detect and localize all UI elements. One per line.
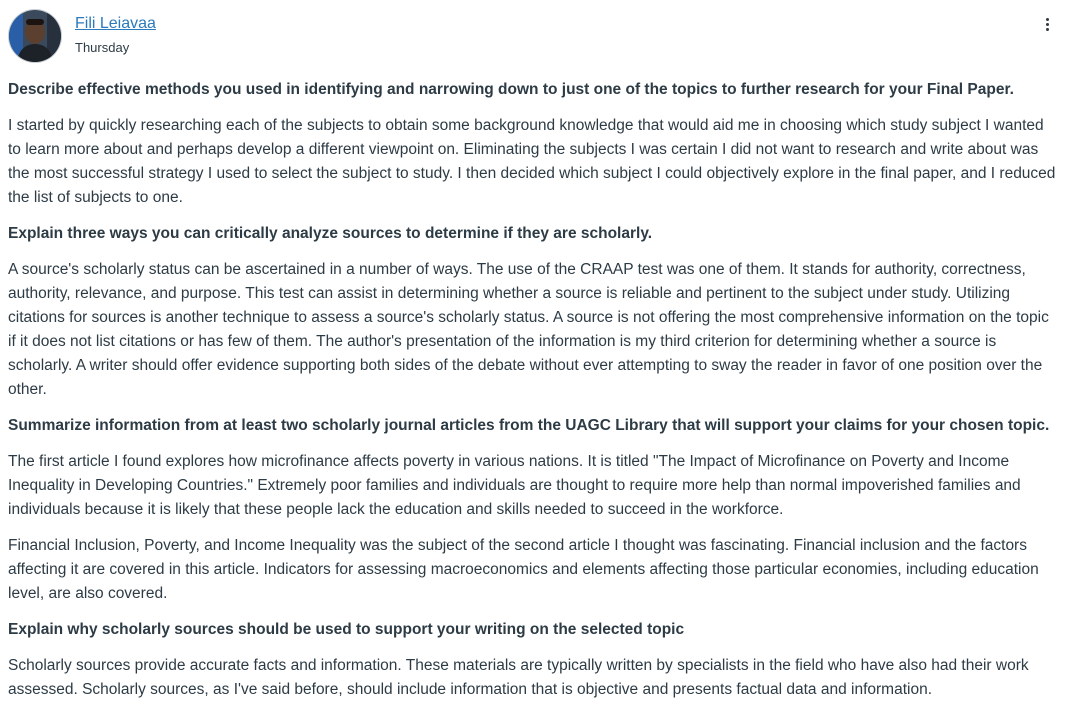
reply-body [8,78,1060,714]
question-4: Explain why scholarly sources should be used to support your writing on the selected topic [8,621,685,638]
kebab-menu-icon[interactable] [1036,12,1060,38]
answer-3-article-2: Financial Inclusion, Poverty, and Income Inequality was the subject of the second article I thought was fascinating. Financial inclusion and the factors affecting it are covered in this article. Indicators for assessing macroeconomics and elements affecting those particular economies, including education level, are also covered. [8,537,1039,602]
answer-4: Scholarly sources provide accurate facts and information. These materials are typically written by specialists in the field who have also had their work assessed. Scholarly sources, as I've said before, should include information that is objective and presents factual data and information. [8,657,1029,698]
author-name-link[interactable]: Fili Leiavaa [75,15,156,32]
question-1: Describe effective methods you used in identifying and narrowing down to just one of the topics to further research for your Final Paper. [8,81,1014,98]
answer-2: A source's scholarly status can be ascertained in a number of ways. The use of the CRAAP test was one of them. It stands for authority, correctness, authority, relevance, and purpose. This test can assist in determining whether a source is reliable and pertinent to the subject under study. Utilizing citations for sources is another technique to assess a source's scholarly status. A source is not offering the most comprehensive information on the topic if it does not list citations or has few of them. The author's presentation of the information is my third criterion for determining whether a source is scholarly. A writer should offer evidence supporting both sides of the debate without ever attempting to sway the reader in favor of one position over the other. [8,261,1049,398]
question-2: Explain three ways you can critically analyze sources to determine if they are scholarly. [8,225,653,242]
answer-3-article-1: The first article I found explores how microfinance affects poverty in various nations. It is titled "The Impact of Microfinance on Poverty and Income Inequality in Developing Countries." Extremely poor families and individuals are thought to require more help than normal impoverished families and individuals because it is likely that these people lack the education and skills needed to succeed in the workforce. [8,453,1021,518]
avatar-photo-icon [9,10,61,62]
question-3: Summarize information from at least two scholarly journal articles from the UAGC Library that will support your claims for your chosen topic. [8,417,1050,434]
reply-header [0,0,1069,70]
post-date: Thursday [75,40,130,55]
answer-1: I started by quickly researching each of the subjects to obtain some background knowledge that would aid me in choosing which study subject I wanted to learn more about and perhaps develop a different viewpoint on. Eliminating the subjects I was certain I did not want to research and write about was the most successful strategy I used to select the subject to study. I then decided which subject I could objectively explore in the final paper, and I reduced the list of subjects to one. [8,117,1056,206]
user-avatar[interactable] [8,9,62,63]
